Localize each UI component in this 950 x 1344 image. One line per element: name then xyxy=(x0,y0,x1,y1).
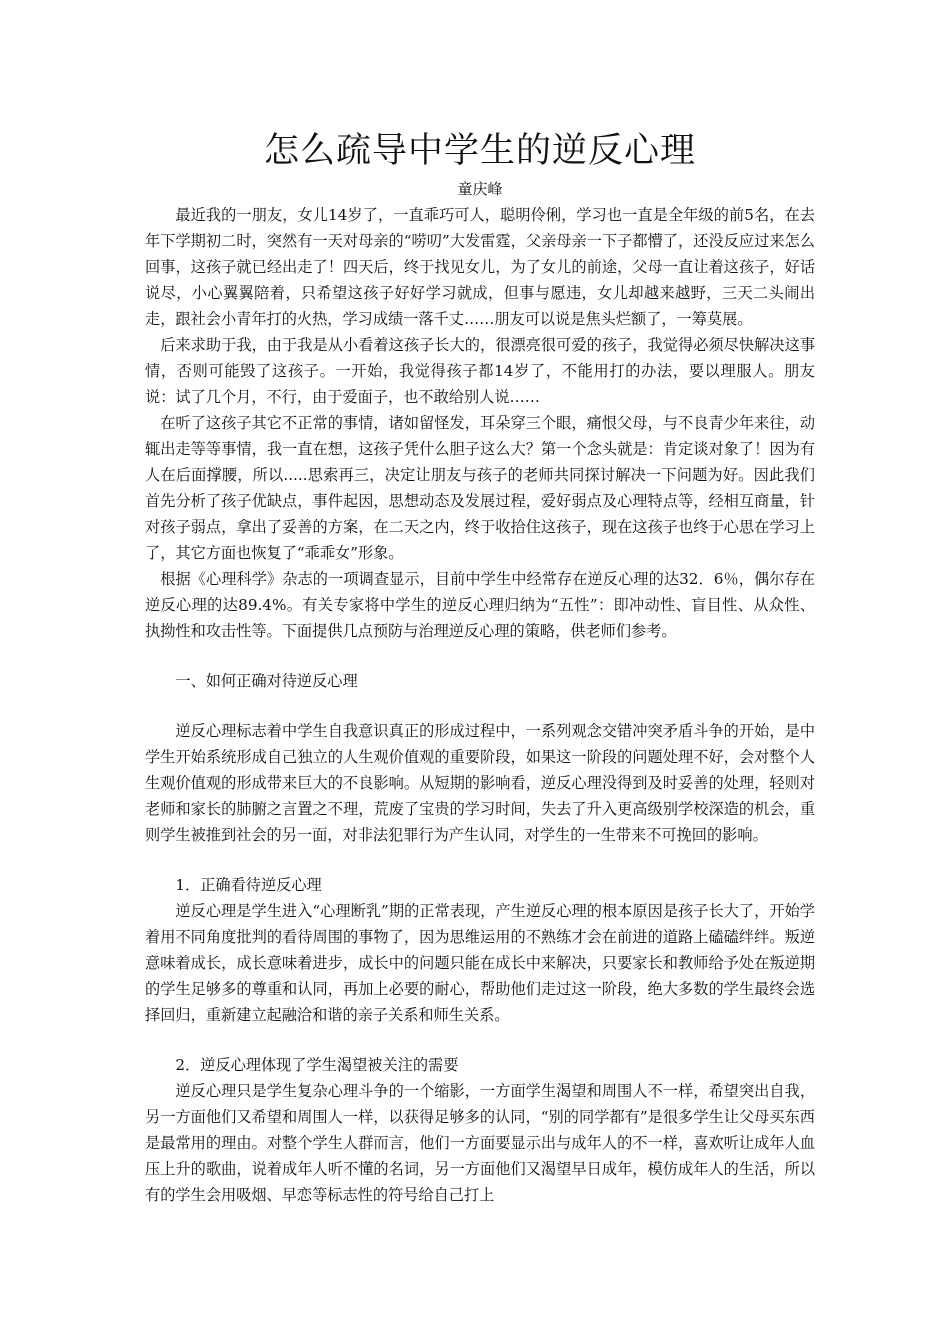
paragraph-6: 逆反心理是学生进入“心理断乳”期的正常表现，产生逆反心理的根本原因是孩子长大了，开始学着用不同角度批判的看待周围的事物了，因为思维运用的不熟练才会在前进的道路上磕磕绊绊。叛逆意味着成长，成长意味着进步，成长中的问题只能在成长中来解决，只要家长和教师给予处在叛逆期的学生足够多的尊重和认同，再加上必要的耐心，帮助他们走过这一阶段，绝大多数的学生最终会选择回归，重新建立起融洽和谐的亲子关系和师生关系。 xyxy=(145,902,815,1024)
section-heading-1: 一、如何正确对待逆反心理 xyxy=(175,672,358,690)
subheading-1: 1．正确看待逆反心理 xyxy=(175,876,322,894)
paragraph-1: 最近我的一朋友，女儿14岁了，一直乖巧可人，聪明伶俐，学习也一直是全年级的前5名，在去年下学期初二时，突然有一天对母亲的“唠叨”大发雷霆，父亲母亲一下子都懵了，还没反应过来怎么回事，这孩子就已经出走了！四天后，终于找见女儿，为了女儿的前途，父母一直让着这孩子，好话说尽，小心翼翼陪着，只希望这孩子好好学习就成，但事与愿违，女儿却越来越野，三天二头闹出走，跟社会小青年打的火热，学习成绩一落千丈……朋友可以说是焦头烂额了，一筹莫展。 xyxy=(145,206,815,328)
document-page xyxy=(145,128,815,1208)
spacer xyxy=(145,1028,815,1052)
paragraph-5: 逆反心理标志着中学生自我意识真正的形成过程中，一系列观念交错冲突矛盾斗争的开始，是中学生开始系统形成自己独立的人生观价值观的重要阶段，如果这一阶段的问题处理不好，会对整个人生观价值观的形成带来巨大的不良影响。从短期的影响看，逆反心理没得到及时妥善的处理，轻则对老师和家长的肺腑之言置之不理，荒废了宝贵的学习时间，失去了升入更高级别学校深造的机会，重则学生被推到社会的另一面，对非法犯罪行为产生认同，对学生的一生带来不可挽回的影响。 xyxy=(145,722,815,844)
document-title: 怎么疏导中学生的逆反心理 xyxy=(263,131,696,171)
spacer xyxy=(145,848,815,872)
paragraph-3: 在听了这孩子其它不正常的事情，诸如留怪发，耳朵穿三个眼，痛恨父母，与不良青少年来往，动辄出走等等事情，我一直在想，这孩子凭什么胆子这么大？第一个念头就是：肯定谈对象了！因为有人在后面撑腰，所以.....思索再三，决定让朋友与孩子的老师共同探讨解决一下问题为好。因此我们首先分析了孩子优缺点，事件起因，思想动态及发展过程，爱好弱点及心理特点等，经相互商量，针对孩子弱点，拿出了妥善的方案，在二天之内，终于收拾住这孩子，现在这孩子也终于心思在学习上了，其它方面也恢复了“乖乖女”形象。 xyxy=(145,414,815,562)
spacer xyxy=(145,694,815,718)
author-name: 童庆峰 xyxy=(457,180,503,198)
paragraph-2: 后来求助于我，由于我是从小看着这孩子长大的，很漂亮很可爱的孩子，我觉得必须尽快解决这事情，否则可能毁了这孩子。一开始，我觉得孩子都14岁了，不能用打的办法，要以理服人。朋友说：试了几个月，不行，由于爱面子，也不敢给别人说…… xyxy=(145,336,815,406)
spacer xyxy=(145,644,815,668)
paragraph-7: 逆反心理只是学生复杂心理斗争的一个缩影，一方面学生渴望和周围人不一样，希望突出自我，另一方面他们又希望和周围人一样，以获得足够多的认同，“别的同学都有”是很多学生让父母买东西是最常用的理由。对整个学生人群而言，他们一方面要显示出与成年人的不一样，喜欢听让成年人血压上升的歌曲，说着成年人听不懂的名词，另一方面他们又渴望早日成年，模仿成年人的生活，所以有的学生会用吸烟、早恋等标志性的符号给自己打上 xyxy=(145,1082,815,1204)
paragraph-4: 根据《心理科学》杂志的一项调查显示，目前中学生中经常存在逆反心理的达32．6％，偶尔存在逆反心理的达89.4%。有关专家将中学生的逆反心理归纳为“五性”：即冲动性、盲目性、从众性、执拗性和攻击性等。下面提供几点预防与治理逆反心理的策略，供老师们参考。 xyxy=(145,570,815,640)
subheading-2: 2．逆反心理体现了学生渴望被关注的需要 xyxy=(175,1056,459,1074)
